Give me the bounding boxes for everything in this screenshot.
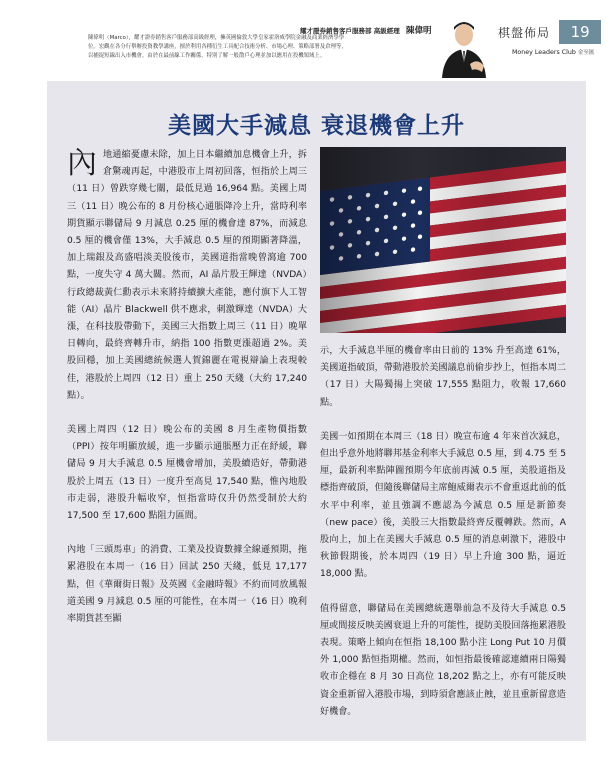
drop-cap: 內 <box>67 146 97 181</box>
article-paragraph: 值得留意，聯儲局在美國總統選舉前急不及待大手減息 0.5 厘或間接反映美國衰退上升的可能性，提防美股回落拖累港股表現。策略上傾向在恒指 18,100 點小注 Long Put 10 月價外 1,000 點恒指期權。然而，如恒指最後確認連續兩日陽獨收市企穩在 8 月 30 日高位 18,202 點之上，亦有可能反映資金重新留入港股市場，到時須倉應該止蝕，並且重新留意造好機會。 <box>320 603 566 717</box>
bio-line: 以捕捉短線出入市機會。由於在最前線工作關係，特別了解一般散戶心理並加以應用在投機領域上。 <box>88 53 326 59</box>
author-portrait-icon <box>436 16 492 78</box>
author-name: 陳偉明 <box>406 26 432 36</box>
section-title: 棋盤佈局 <box>498 25 551 40</box>
article-paragraph: 美國一如預期在本周三（18 日）晚宣布逾 4 年來首次減息，但出乎意外地將聯邦基金利率大手減息 0.5 厘，到 4.75 至 5 厘，最新利率點陣圖預期今年底前再減 0.5 厘，美股道指及標指齊破頂，但隨後聯儲局主席鮑威爾表示不會重返此前的低水平中利率，並且強調不應認為今減息 0.5 厘是新節奏（new pace）後，美股三大指數最終齊反覆轉跌。然而，A 股向上，加上在美國大手減息 0.5 厘的消息刺激下，港股中秋節假期後，於本周四（19 日）早上升逾 300 點，逼近 18,000 點。 <box>320 431 566 580</box>
article-paragraph: 內地「三頭馬車」的消費、工業及投資數據全線遜預期，拖累港股在本周一（16 日）回試 250 天綫，低見 17,177 點，但《華爾街日報》及英國《金融時報》不約而同放風報道美國 9 月減息 0.5 厘的可能性，在本周一（16 日）晚利率期貨甚至顯 <box>67 545 307 625</box>
article-panel <box>47 81 586 741</box>
club-name-zh: 金至匯 <box>577 50 595 56</box>
page-number: 19 <box>559 20 601 44</box>
article-column-right <box>320 343 566 721</box>
article-paragraph: 示，大手減息半厘的機會率由日前的 13% 升至高達 61%，美國道指破頂，帶動港股於美國議息前偷步抄上，恒指本周二（17 日）大陽獨揚上突破 17,555 點阻力，收報 17,660 點。 <box>320 346 566 408</box>
club-name-en: Money Leaders Club <box>512 49 576 56</box>
club-label <box>512 48 594 56</box>
article-paragraph: 美國上周四（12 日）晚公布的美國 8 月生產物價指數（PPI）按年明顯放緩，進一步顯示通脹壓力正在紓緩，聯儲局 9 月大手減息 0.5 厘機會增加，美股續造好，帶動港股於上周五（13 日）一度升至高見 17,540 點，惟內地股市走弱，港股升幅收窄，恒指當時仅升仍然受制於大約 17,500 至 17,600 點阻力區間。 <box>67 425 307 522</box>
bio-line: 陳偉明（Marco），耀才證券銷售客戶服務部高級經理，擁英國倫敦大學皇家霍洛威學院金融及商業經濟學學 <box>88 35 345 41</box>
author-role: 耀才證券銷售客戶服務部 高級經理 <box>300 27 400 35</box>
bio-line: 位。宏觀在各分行舉辦投資教學講座，擅於利用各種衍生工具配合技術分析、市場心理、策略部署及倉理等， <box>88 44 347 50</box>
article-column-left <box>67 147 307 628</box>
article-title: 美國大手減息 衰退機會上升 <box>167 113 465 139</box>
section-header <box>498 20 601 44</box>
paragraph-text: 地通縮憂慮未除，加上日本繼續加息機會上升，拆倉驚魂再起，中港股市上周初回落，恒指於上周三（11 日）曾跌穿幾七關，最低見過 16,964 點。美國上周三（11 日）晚公布的 8 月份核心通脹降冷上升，當時利率期貨顯示聯儲局 9 月減息 0.25 厘的機會達 87%，而減息 0.5 厘的機會僅 13%，大手減息 0.5 厘的預期顯著降溫，加上瑞銀及高盛唱淡美股後市，美國道指當晚曾瀉逾 700 點，一度失守 4 萬大關。然而，AI 晶片股王輝達（NVDA）行政總裁黃仁勳表示未來將持續擴大產能，應付旗下人工智能（AI）晶片 Blackwell 供不應求，刺激輝達（NVDA）大漲，在科技股帶動下，美國三大指數上周三（11 日）晚單日轉向，最終齊轉升市，納指 100 指數更漲超過 2%。美股回穩，加上美國總統候選人賀錦麗在電視辯論上表現較佳，港股於上周四（12 日）重上 250 天綫（大約 17,240 點）。 <box>67 150 307 401</box>
author-bio <box>88 34 428 61</box>
american-flag-icon <box>320 147 566 333</box>
article-paragraph <box>67 147 307 405</box>
